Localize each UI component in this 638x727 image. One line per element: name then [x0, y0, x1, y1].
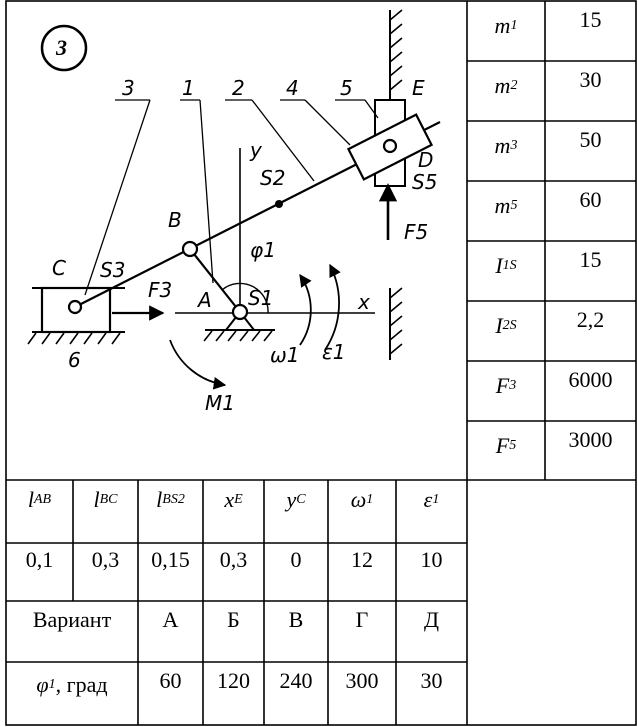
label-point-a: A	[198, 288, 212, 312]
label-f3: F3	[148, 278, 173, 302]
joint-a	[233, 305, 247, 319]
variant-letter: Д	[423, 607, 439, 632]
ground-hatch-6	[28, 333, 120, 344]
param-symbol	[467, 61, 545, 111]
label-s2: S2	[260, 166, 286, 190]
symbol-subscript: 3	[509, 378, 517, 393]
symbol-subscript: 1	[432, 492, 440, 507]
symbol-base: l	[27, 487, 34, 512]
symbol-base: I	[495, 253, 503, 278]
label-s5: S5	[412, 170, 438, 194]
param-value: 15	[579, 7, 602, 32]
param-symbol	[467, 241, 545, 291]
ground-hatch-e	[390, 10, 402, 90]
param-value-cell: 0,15	[151, 547, 190, 572]
param-symbol	[467, 421, 545, 471]
joint-c	[69, 301, 81, 313]
angle-value: 240	[279, 668, 313, 693]
label-link-5: 5	[340, 76, 353, 100]
label-point-d: D	[418, 148, 434, 172]
symbol-subscript: AB	[34, 492, 52, 507]
angle-value: 30	[420, 668, 443, 693]
param-value-cell: 0	[290, 547, 302, 572]
leader-lines	[85, 100, 378, 295]
param-header	[6, 480, 73, 520]
angle-label	[6, 662, 138, 708]
symbol-subscript: BC	[99, 492, 118, 507]
param-value-cell: 0,1	[25, 547, 54, 572]
label-x-axis: x	[358, 290, 370, 314]
omega1-arc	[300, 275, 311, 345]
label-link-2: 2	[232, 76, 245, 100]
angle-value: 120	[217, 668, 250, 693]
symbol-base: F	[495, 433, 510, 458]
label-link-4: 4	[286, 76, 299, 100]
symbol-base: F	[495, 373, 510, 398]
label-m1: M1	[205, 391, 235, 415]
symbol-subscript: 1	[510, 18, 518, 33]
variant-letter: Г	[355, 607, 369, 632]
angle-subscript: 1	[48, 677, 56, 692]
param-symbol	[467, 361, 545, 411]
label-point-c: C	[52, 256, 66, 280]
joint-b	[183, 242, 197, 256]
symbol-base: m	[494, 133, 511, 158]
symbol-base: I	[495, 313, 503, 338]
symbol-subscript: 5	[510, 198, 518, 213]
symbol-base: y	[286, 487, 297, 512]
param-value-cell: 0,3	[91, 547, 120, 572]
symbol-subscript: 5	[509, 438, 517, 453]
param-header	[264, 480, 328, 520]
label-point-b: B	[168, 208, 182, 232]
param-value: 3000	[568, 427, 613, 452]
param-header	[396, 480, 467, 520]
m1-arc	[170, 340, 225, 385]
param-symbol	[467, 1, 545, 51]
param-value-cell: 10	[420, 547, 443, 572]
label-omega1: ω1	[270, 343, 300, 367]
angle-value: 60	[159, 668, 182, 693]
label-point-e: E	[412, 76, 425, 100]
label-y-axis: y	[250, 138, 262, 162]
label-s3: S3	[100, 258, 126, 282]
param-value: 15	[579, 247, 602, 272]
param-value: 6000	[568, 367, 613, 392]
eps1-arc	[325, 265, 339, 350]
param-header	[73, 480, 138, 520]
symbol-subscript: 2S	[502, 318, 517, 333]
symbol-subscript: 1S	[502, 258, 517, 273]
symbol-subscript: E	[234, 492, 243, 507]
param-header	[328, 480, 396, 520]
label-link-1: 1	[182, 76, 195, 100]
symbol-base: m	[494, 73, 511, 98]
label-phi1: φ1	[250, 238, 276, 262]
param-value: 30	[579, 67, 602, 92]
param-value: 50	[579, 127, 602, 152]
variant-letter: В	[288, 607, 304, 632]
symbol-subscript: BS2	[162, 492, 185, 507]
symbol-base: ω	[350, 487, 367, 512]
variant-letter: А	[162, 607, 179, 632]
symbol-base: m	[494, 13, 511, 38]
symbol-subscript: 2	[510, 78, 518, 93]
symbol-subscript: 1	[366, 492, 374, 507]
symbol-base: l	[156, 487, 163, 512]
symbol-base: m	[494, 193, 511, 218]
angle-symbol: φ	[36, 672, 49, 697]
variant-label: Вариант	[32, 607, 112, 632]
centroid-s2	[275, 200, 283, 208]
label-f5: F5	[404, 220, 429, 244]
param-symbol	[467, 181, 545, 231]
param-symbol	[467, 301, 545, 351]
label-link-3: 3	[122, 76, 135, 100]
param-symbol	[467, 121, 545, 171]
param-value-cell: 0,3	[219, 547, 248, 572]
param-header	[138, 480, 203, 520]
angle-unit: , град	[55, 672, 108, 697]
symbol-base: x	[224, 487, 235, 512]
variant-letter: Б	[227, 607, 240, 632]
param-value: 2,2	[576, 307, 605, 332]
variant-badge: 3	[56, 35, 67, 60]
joint-d	[384, 140, 396, 152]
label-s1: S1	[248, 286, 274, 310]
symbol-subscript: C	[296, 492, 306, 507]
label-support-6: 6	[68, 348, 81, 372]
param-value: 60	[579, 187, 602, 212]
param-header	[203, 480, 264, 520]
angle-value: 300	[345, 668, 379, 693]
label-eps1: ε1	[322, 340, 346, 364]
param-value-cell: 12	[351, 547, 373, 572]
symbol-base: ε	[423, 487, 433, 512]
symbol-subscript: 3	[510, 138, 518, 153]
symbol-base: l	[93, 487, 100, 512]
